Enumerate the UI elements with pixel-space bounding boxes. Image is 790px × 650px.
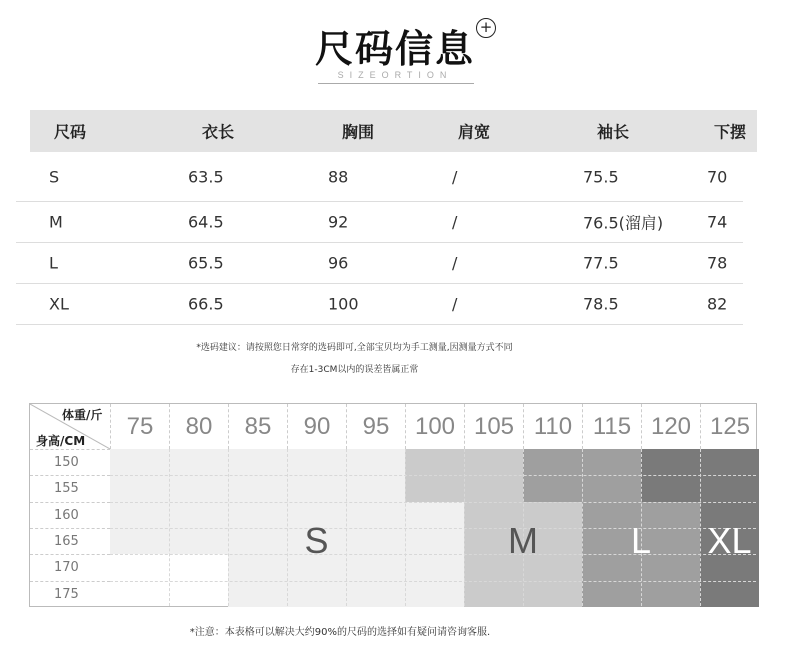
header-size: 尺码 (54, 122, 87, 142)
cell-sleeve: 76.5(溜肩) (583, 213, 664, 233)
weight-label: 115 (582, 404, 641, 449)
height-label: 160 (30, 502, 110, 528)
cell-length: 65.5 (188, 253, 224, 273)
cell-length: 63.5 (188, 167, 224, 186)
cell-size: XL (49, 294, 69, 314)
weight-label: 120 (641, 404, 700, 449)
cell-shoulder: / (452, 253, 458, 273)
header-length: 衣长 (202, 122, 235, 142)
header-sleeve: 袖长 (597, 122, 630, 142)
page-title: 尺码信息 (314, 27, 475, 71)
height-label: 165 (30, 528, 110, 554)
cell-sleeve: 75.5 (583, 167, 619, 186)
cell-shoulder: / (452, 212, 458, 232)
height-label: 170 (30, 554, 110, 580)
zone-label-l: L (630, 520, 652, 562)
height-axis-label: 身高/CM (36, 434, 86, 448)
table-row (16, 202, 743, 243)
header-shoulder: 肩宽 (458, 122, 491, 142)
cell-length: 64.5 (188, 212, 224, 232)
size-note-line2: 存在1-3CM以内的误差皆属正常 (290, 365, 419, 375)
size-table (30, 110, 757, 325)
cell-shoulder: / (452, 294, 458, 314)
weight-label: 85 (228, 404, 287, 449)
cell-length: 66.5 (188, 294, 224, 314)
grid-line (110, 502, 756, 503)
subtitle-divider (318, 83, 474, 84)
cell-chest: 92 (328, 212, 349, 232)
grid-line (110, 554, 756, 555)
cell-hem: 70 (707, 167, 728, 186)
plus-circle-icon: + (476, 18, 496, 38)
footer-note: *注意：本表格可以解决大约90%的尺码的选择如有疑问请咨询客服. (189, 627, 491, 638)
cell-chest: 100 (328, 294, 359, 314)
table-row (16, 284, 743, 325)
height-label: 155 (30, 475, 110, 501)
weight-label: 95 (346, 404, 405, 449)
size-note-line1: *选码建议：请按照您日常穿的选码即可,全部宝贝均为手工测量,因测量方式不同 (196, 343, 513, 353)
zone-label-xl: XL (707, 520, 752, 562)
weight-label: 110 (523, 404, 582, 449)
zone-label-s: S (304, 520, 329, 562)
weight-axis-label: 体重/斤 (62, 408, 103, 422)
cell-size: M (49, 212, 63, 232)
cell-sleeve: 78.5 (583, 294, 619, 314)
table-row (16, 243, 743, 284)
page-subtitle: SIZEORTION (337, 70, 453, 80)
weight-label: 105 (464, 404, 523, 449)
header-hem: 下摆 (714, 122, 747, 142)
cell-chest: 96 (328, 253, 349, 273)
weight-label: 90 (287, 404, 346, 449)
grid-line (110, 528, 756, 529)
weight-label: 75 (110, 404, 169, 449)
cell-hem: 78 (707, 253, 728, 273)
weight-height-chart (29, 403, 757, 607)
grid-line (110, 581, 756, 582)
weight-label: 80 (169, 404, 228, 449)
zone-label-m: M (508, 520, 538, 562)
cell-size: S (49, 167, 60, 186)
cell-chest: 88 (328, 167, 349, 186)
cell-shoulder: / (452, 167, 458, 186)
header-chest: 胸围 (342, 122, 375, 142)
height-label: 175 (30, 581, 110, 607)
grid-line (110, 475, 756, 476)
size-table-header (30, 110, 757, 152)
cell-hem: 82 (707, 294, 728, 314)
grid-corner (30, 404, 110, 449)
cell-sleeve: 77.5 (583, 253, 619, 273)
cell-hem: 74 (707, 212, 728, 232)
height-label: 150 (30, 449, 110, 475)
weight-label: 100 (405, 404, 464, 449)
weight-label: 125 (700, 404, 759, 449)
cell-size: L (49, 253, 58, 273)
table-row (16, 152, 743, 202)
